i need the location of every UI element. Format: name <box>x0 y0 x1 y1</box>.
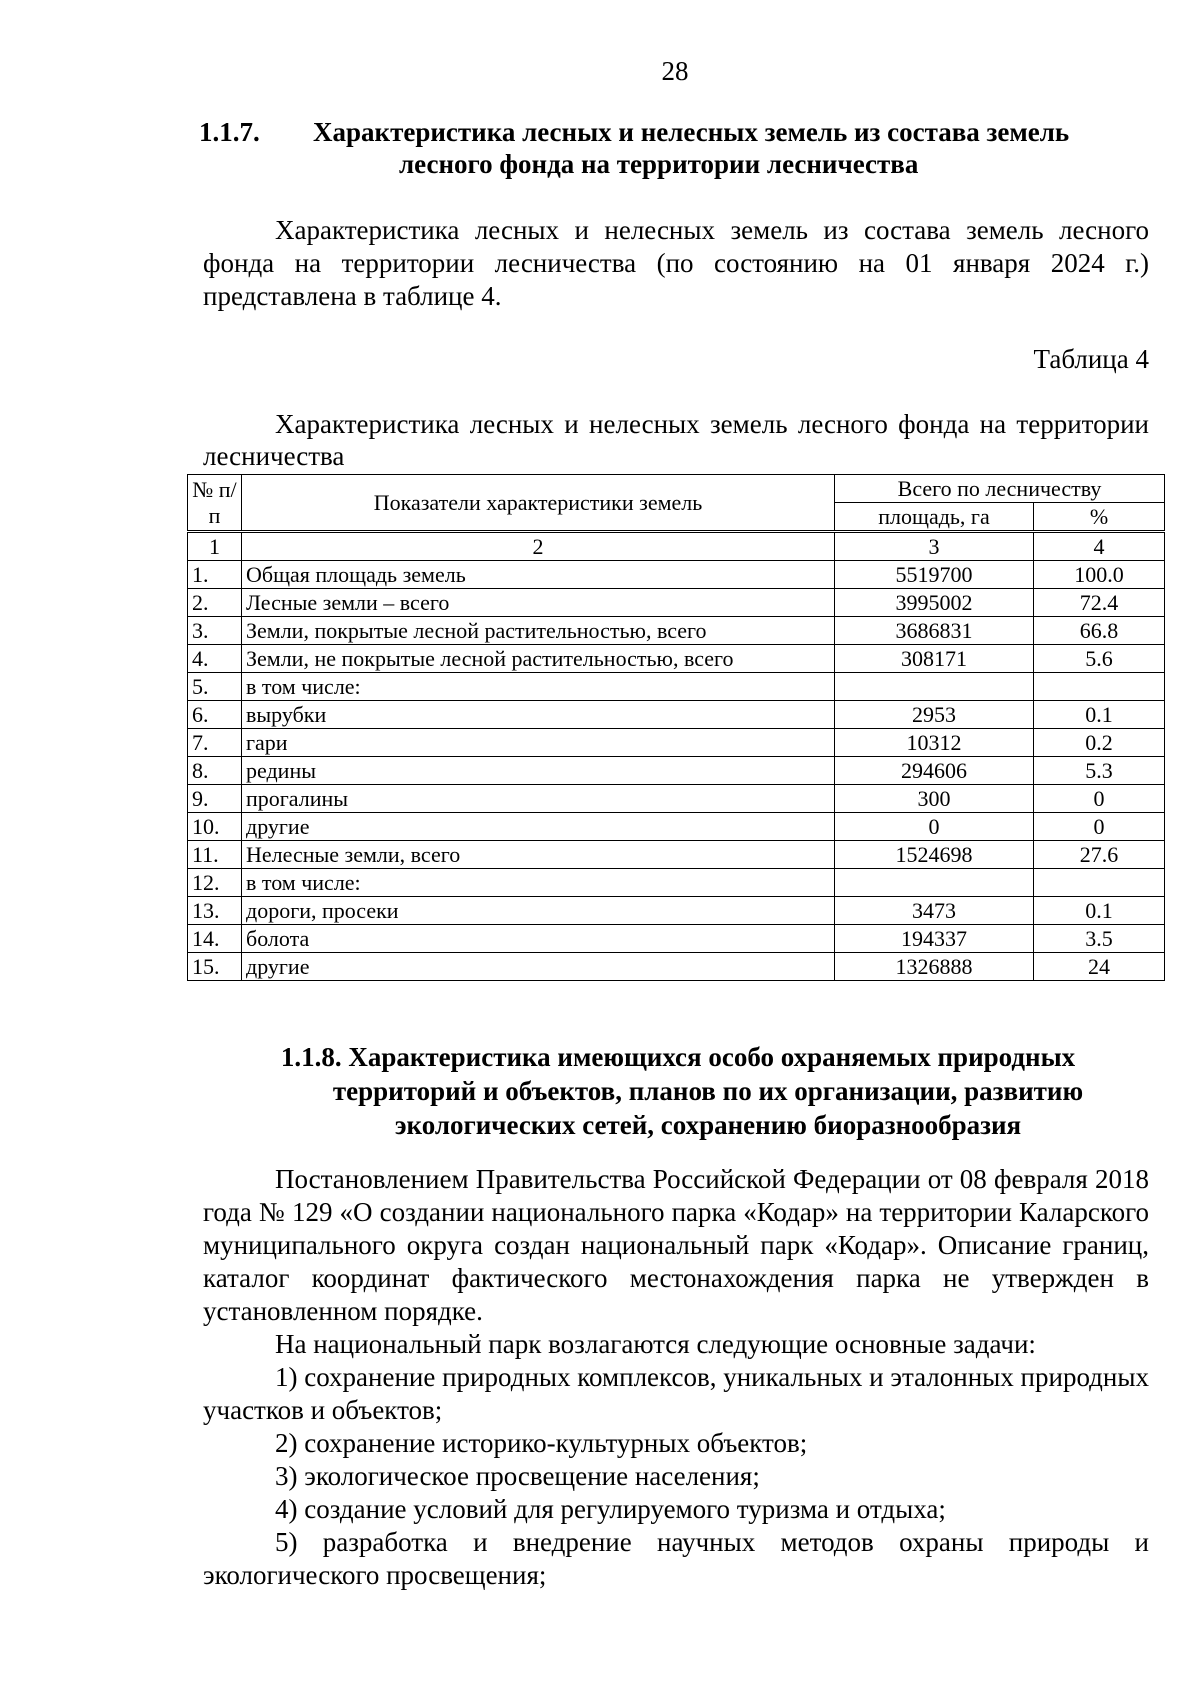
row-percent-cell: 0 <box>1034 813 1165 841</box>
table-row <box>188 617 1165 645</box>
row-percent-cell: 5.3 <box>1034 757 1165 785</box>
table-row <box>188 841 1165 869</box>
row-percent-cell: 5.6 <box>1034 645 1165 673</box>
table-row <box>188 897 1165 925</box>
table-row <box>188 953 1165 981</box>
table-row <box>188 673 1165 701</box>
row-name-cell: гари <box>242 729 835 757</box>
row-percent-cell <box>1034 673 1165 701</box>
table-row <box>188 701 1165 729</box>
row-number-cell: 13. <box>188 897 242 925</box>
row-area-cell: 294606 <box>835 757 1034 785</box>
table-row <box>188 757 1165 785</box>
row-name-cell: в том числе: <box>242 869 835 897</box>
row-area-cell: 3473 <box>835 897 1034 925</box>
header-num: № п/п <box>188 475 242 532</box>
row-percent-cell <box>1034 869 1165 897</box>
row-area-cell <box>835 673 1034 701</box>
table-label: Таблица 4 <box>1033 344 1149 374</box>
row-percent-cell: 0.1 <box>1034 897 1165 925</box>
row-name-cell: болота <box>242 925 835 953</box>
row-area-cell: 0 <box>835 813 1034 841</box>
row-number-cell: 14. <box>188 925 242 953</box>
row-area-cell: 3686831 <box>835 617 1034 645</box>
task-item: 1) сохранение природных комплексов, уникальных и эталонных природных участков и объектов; <box>203 1362 1150 1425</box>
table-row <box>188 645 1165 673</box>
row-name-cell: редины <box>242 757 835 785</box>
row-name-cell: Общая площадь земель <box>242 561 835 589</box>
row-percent-cell: 100.0 <box>1034 561 1165 589</box>
row-number-cell: 2. <box>188 589 242 617</box>
index-cell: 2 <box>242 532 835 561</box>
row-name-cell: Лесные земли – всего <box>242 589 835 617</box>
section-title-line-1: Характеристика лесных и нелесных земель из состава земель <box>313 117 1070 147</box>
header-area: площадь, га <box>835 503 1034 532</box>
row-area-cell: 300 <box>835 785 1034 813</box>
row-number-cell: 3. <box>188 617 242 645</box>
header-total: Всего по лесничеству <box>835 475 1165 503</box>
table-row <box>188 813 1165 841</box>
paragraph: На национальный парк возлагаются следующие основные задачи: <box>275 1329 1036 1359</box>
row-area-cell: 1524698 <box>835 841 1034 869</box>
section-title-line-2: лесного фонда на территории лесничества <box>399 149 919 179</box>
task-item: 3) экологическое просвещение населения; <box>275 1461 760 1491</box>
row-name-cell: дороги, просеки <box>242 897 835 925</box>
row-percent-cell: 72.4 <box>1034 589 1165 617</box>
row-name-cell: Земли, покрытые лесной растительностью, всего <box>242 617 835 645</box>
table-row <box>188 785 1165 813</box>
row-percent-cell: 66.8 <box>1034 617 1165 645</box>
index-cell: 1 <box>188 532 242 561</box>
row-percent-cell: 24 <box>1034 953 1165 981</box>
row-percent-cell: 0.2 <box>1034 729 1165 757</box>
row-number-cell: 4. <box>188 645 242 673</box>
row-name-cell: прогалины <box>242 785 835 813</box>
column-index-row <box>188 532 1165 561</box>
row-area-cell: 2953 <box>835 701 1034 729</box>
row-number-cell: 8. <box>188 757 242 785</box>
section-title-line-1: 1.1.8. Характеристика имеющихся особо охраняемых природных <box>280 1042 1076 1072</box>
row-number-cell: 5. <box>188 673 242 701</box>
row-area-cell: 1326888 <box>835 953 1034 981</box>
table-row <box>188 729 1165 757</box>
row-number-cell: 9. <box>188 785 242 813</box>
header-indicator: Показатели характеристики земель <box>242 475 835 532</box>
table-row <box>188 561 1165 589</box>
row-area-cell: 194337 <box>835 925 1034 953</box>
row-number-cell: 7. <box>188 729 242 757</box>
row-name-cell: другие <box>242 813 835 841</box>
row-number-cell: 11. <box>188 841 242 869</box>
table-title: Характеристика лесных и нелесных земель лесного фонда на территории лесничества <box>203 409 1149 471</box>
section-title-line-2: территорий и объектов, планов по их организации, развитию <box>332 1076 1084 1106</box>
index-cell: 4 <box>1034 532 1165 561</box>
row-percent-cell: 0 <box>1034 785 1165 813</box>
row-area-cell: 5519700 <box>835 561 1034 589</box>
section-number: 1.1.7. <box>199 117 260 147</box>
task-item: 4) создание условий для регулируемого туризма и отдыха; <box>275 1494 946 1524</box>
table-row <box>188 869 1165 897</box>
task-item: 5) разработка и внедрение научных методов охраны природы и экологического просвещения; <box>203 1527 1149 1590</box>
index-cell: 3 <box>835 532 1034 561</box>
row-number-cell: 15. <box>188 953 242 981</box>
section-heading-1-1-8 <box>205 1040 1151 1142</box>
page-number: 28 <box>661 56 689 86</box>
row-percent-cell: 3.5 <box>1034 925 1165 953</box>
body-text <box>203 1163 1149 1592</box>
row-area-cell <box>835 869 1034 897</box>
row-number-cell: 1. <box>188 561 242 589</box>
section-title-line-3: экологических сетей, сохранению биоразнообразия <box>394 1110 1022 1140</box>
row-area-cell: 10312 <box>835 729 1034 757</box>
row-name-cell: другие <box>242 953 835 981</box>
land-characteristics-table <box>187 474 1165 981</box>
task-item: 2) сохранение историко-культурных объектов; <box>275 1428 808 1458</box>
row-name-cell: в том числе: <box>242 673 835 701</box>
row-name-cell: Нелесные земли, всего <box>242 841 835 869</box>
intro-paragraph: Характеристика лесных и нелесных земель из состава земель лесного фонда на территории лесничества (по состоянию на 01 января 2024 г.) представлена в таблице 4. <box>203 215 1149 311</box>
row-percent-cell: 27.6 <box>1034 841 1165 869</box>
paragraph: Постановлением Правительства Российской Федерации от 08 февраля 2018 года № 129 «О создании национального парка «Кодар» на территории Каларского муниципального округа создан национальный парк «Кодар». Описание границ, каталог координат фактического местонахождения парка не утвержден в установленном порядке. <box>203 1164 1149 1326</box>
row-number-cell: 12. <box>188 869 242 897</box>
row-name-cell: Земли, не покрытые лесной растительностью, всего <box>242 645 835 673</box>
row-number-cell: 10. <box>188 813 242 841</box>
row-name-cell: вырубки <box>242 701 835 729</box>
table-row <box>188 925 1165 953</box>
row-number-cell: 6. <box>188 701 242 729</box>
header-percent: % <box>1034 503 1165 532</box>
table-row <box>188 589 1165 617</box>
row-area-cell: 3995002 <box>835 589 1034 617</box>
row-area-cell: 308171 <box>835 645 1034 673</box>
row-percent-cell: 0.1 <box>1034 701 1165 729</box>
